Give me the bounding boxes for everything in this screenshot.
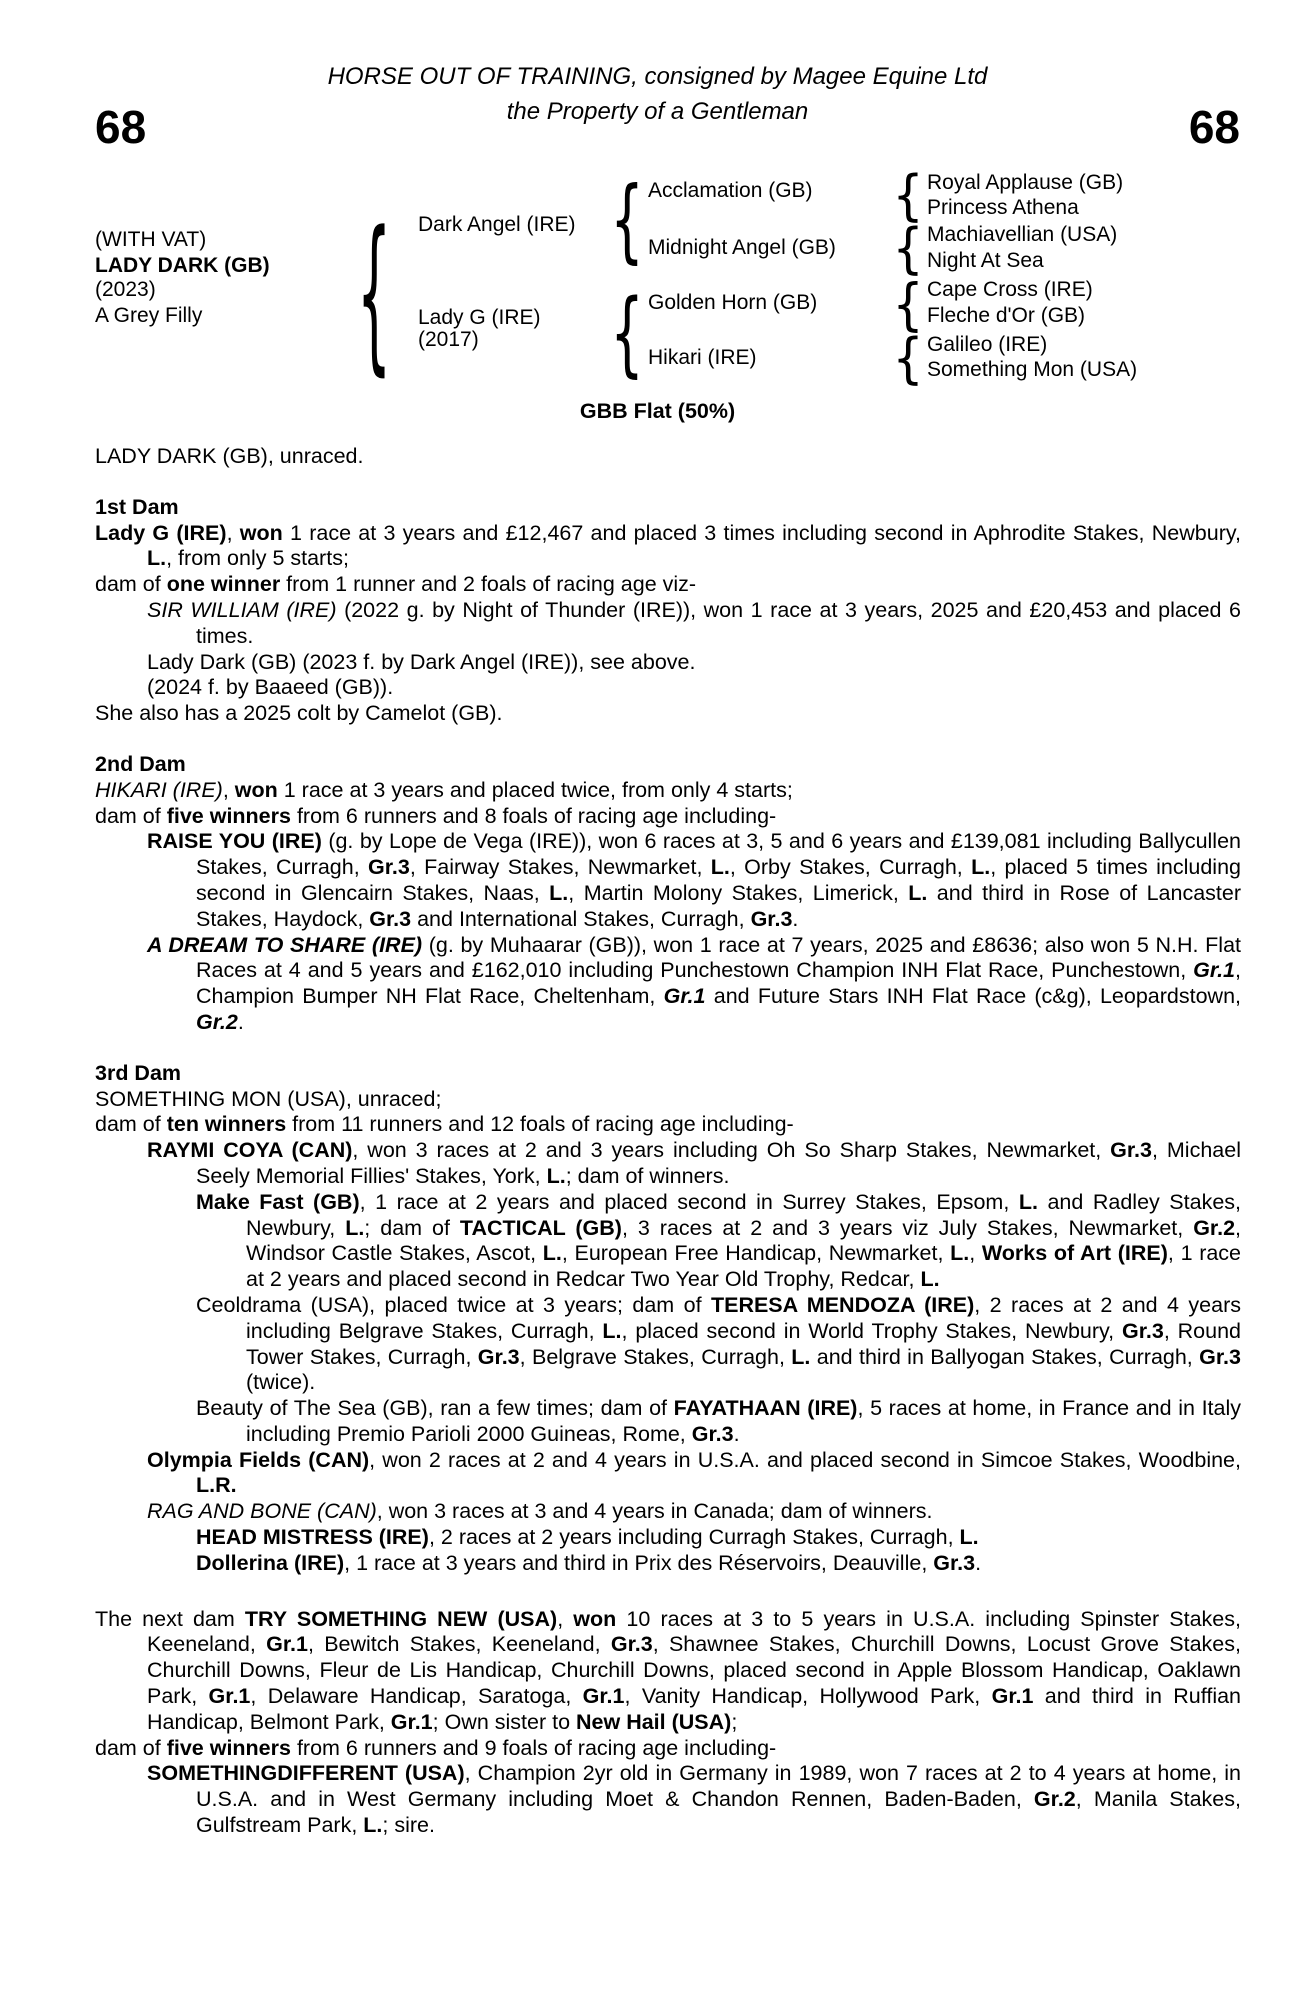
grandsire-2: Golden Horn (GB) bbox=[648, 291, 818, 314]
horse-description: A Grey Filly bbox=[95, 304, 203, 327]
catalogue-paragraph: dam of five winners from 6 runners and 9 foals of racing age including- bbox=[95, 1735, 777, 1760]
catalogue-paragraph: Dollerina (IRE), 1 race at 3 years and third in Prix des Réservoirs, Deauville, Gr.3. bbox=[196, 1550, 982, 1575]
text-run: Gr.3 bbox=[1110, 1138, 1152, 1163]
great-grandparent-7: Galileo (IRE) bbox=[927, 333, 1048, 356]
great-grandparent-5: Cape Cross (IRE) bbox=[927, 278, 1093, 301]
text-run: L. bbox=[602, 1318, 622, 1343]
text-run: L. bbox=[920, 1267, 940, 1292]
text-run: L. bbox=[791, 1344, 811, 1369]
catalogue-paragraph: Olympia Fields (CAN), won 2 races at 2 and 4 years in U.S.A. and placed second in Simcoe Stakes, Woodbine, L.R. bbox=[147, 1447, 1241, 1498]
pedigree-brace-gg3: { bbox=[892, 271, 924, 338]
text-run: SOMETHINGDIFFERENT (USA) bbox=[147, 1761, 465, 1786]
catalogue-paragraph: HIKARI (IRE), won 1 race at 3 years and placed twice, from only 4 starts; bbox=[95, 777, 793, 802]
text-run: Dollerina (IRE) bbox=[196, 1550, 345, 1575]
catalogue-paragraph: SOMETHING MON (USA), unraced; bbox=[95, 1086, 442, 1111]
great-grandparent-6: Fleche d'Or (GB) bbox=[927, 304, 1086, 327]
pedigree-brace-gg2: { bbox=[892, 217, 924, 281]
text-run: Gr.2 bbox=[1033, 1787, 1076, 1812]
text-run: L. bbox=[950, 1241, 970, 1266]
pedigree-brace-gg1: { bbox=[892, 164, 924, 228]
lot-number-right: 68 bbox=[1188, 101, 1240, 153]
catalogue-paragraph: A DREAM TO SHARE (IRE) (g. by Muhaarar (GB)), won 1 race at 7 years, 2025 and £8636; also won 5 N.H. Flat Races at 4 and 5 years and £162,010 including Punchestown Champion INH Flat Race, Punchestown, Gr.1, Champion Bumper NH Flat Race, Cheltenham, Gr.1 and Future Stars INH Flat Race (c&g), Leopardstown, Gr.2. bbox=[147, 932, 1241, 1034]
text-run: Gr.3 bbox=[750, 906, 793, 931]
pedigree-brace-gen1: { bbox=[356, 197, 392, 393]
granddam-2: Hikari (IRE) bbox=[648, 346, 757, 369]
text-run: Gr.1 bbox=[582, 1684, 625, 1709]
catalogue-paragraph: Make Fast (GB), 1 race at 2 years and placed second in Surrey Stakes, Epsom, L. and Radley Stakes, Newbury, L.; dam of TACTICAL (GB), 3 races at 2 and 3 years viz July Stakes, Newmarket, Gr.2, Windsor Castle Stakes, Ascot, L., European Free Handicap, Newmarket, L., Works of Art (IRE), 1 race at 2 years and placed second in Redcar Two Year Old Trophy, Redcar, L. bbox=[196, 1189, 1242, 1292]
catalogue-section bbox=[95, 752, 1241, 1036]
catalogue-paragraph: dam of one winner from 1 runner and 2 foals of racing age viz- bbox=[95, 572, 697, 597]
property-subtitle: the Property of a Gentleman bbox=[506, 98, 809, 125]
catalogue-paragraph: dam of ten winners from 11 runners and 12 foals of racing age including- bbox=[95, 1112, 794, 1137]
catalogue-paragraph: The next dam TRY SOMETHING NEW (USA), won 10 races at 3 to 5 years in U.S.A. including Spinster Stakes, Keeneland, Gr.1, Bewitch Stakes, Keeneland, Gr.3, Shawnee Stakes, Churchill Downs, Locust Grove Stakes, Churchill Downs, Fleur de Lis Handicap, Churchill Downs, placed second in Apple Blossom Handicap, Oaklawn Park, Gr.1, Delaware Handicap, Saratoga, Gr.1, Vanity Handicap, Hollywood Park, Gr.1 and third in Ruffian Handicap, Belmont Park, Gr.1; Own sister to New Hail (USA); bbox=[95, 1606, 1242, 1734]
catalogue-paragraph: RAISE YOU (IRE) (g. by Lope de Vega (IRE)), won 6 races at 3, 5 and 6 years and £139,081 including Ballycullen Stakes, Curragh, Gr.3, Fairway Stakes, Newmarket, L., Orby Stakes, Curragh, L., placed 5 times including second in Glencairn Stakes, Naas, L., Martin Molony Stakes, Limerick, L. and third in Rose of Lancaster Stakes, Haydock, Gr.3 and International Stakes, Curragh, Gr.3. bbox=[147, 829, 1241, 931]
text-run: L. bbox=[363, 1813, 383, 1838]
catalogue-paragraph: Ceoldrama (USA), placed twice at 3 years; dam of TERESA MENDOZA (IRE), 2 races at 2 and 4 years including Belgrave Stakes, Curragh, L., placed second in World Trophy Stakes, Newbury, Gr.3, Round Tower Stakes, Curragh, Gr.3, Belgrave Stakes, Curragh, L. and third in Ballyogan Stakes, Curragh, Gr.3 (twice). bbox=[196, 1292, 1242, 1395]
text-run: Lady G (IRE) bbox=[95, 520, 227, 545]
catalogue-paragraph: Lady Dark (GB) (2023 f. by Dark Angel (IRE)), see above. bbox=[147, 649, 696, 674]
text-run: won bbox=[573, 1606, 617, 1631]
lot-number-left: 68 bbox=[95, 101, 147, 153]
text-run: Gr.3 bbox=[368, 855, 410, 880]
catalogue-section bbox=[95, 444, 1241, 470]
great-grandparent-3: Machiavellian (USA) bbox=[927, 223, 1118, 246]
pedigree-tree bbox=[95, 164, 1245, 400]
catalogue-paragraph: dam of five winners from 6 runners and 8 foals of racing age including- bbox=[95, 803, 777, 828]
great-grandparent-2: Princess Athena bbox=[927, 196, 1079, 219]
text-run: Gr.2 bbox=[196, 1009, 238, 1034]
text-run: Gr.3 bbox=[1122, 1318, 1164, 1343]
text-run: Works of Art (IRE) bbox=[981, 1241, 1168, 1266]
text-run: L. bbox=[1018, 1189, 1038, 1214]
catalogue-paragraph: HEAD MISTRESS (IRE), 2 races at 2 years including Curragh Stakes, Curragh, L. bbox=[196, 1525, 979, 1550]
text-run: Gr.1 bbox=[991, 1684, 1034, 1709]
text-run: Gr.2 bbox=[1193, 1215, 1236, 1240]
text-run: SIR WILLIAM (IRE) bbox=[147, 597, 337, 622]
text-run: Make Fast (GB) bbox=[196, 1189, 360, 1214]
gbb-scheme-note: GBB Flat (50%) bbox=[579, 399, 736, 423]
catalogue-paragraph: RAG AND BONE (CAN), won 3 races at 3 and 4 years in Canada; dam of winners. bbox=[147, 1499, 933, 1524]
text-run: Gr.1 bbox=[208, 1684, 251, 1709]
text-run: five winners bbox=[166, 1735, 291, 1760]
text-run: Gr.3 bbox=[933, 1550, 976, 1575]
pedigree-brace-sire: { bbox=[610, 168, 644, 274]
sire-name: Dark Angel (IRE) bbox=[418, 213, 576, 236]
text-run: ten winners bbox=[166, 1112, 287, 1137]
dam-heading: 1st Dam bbox=[95, 494, 179, 519]
text-run: Gr.3 bbox=[369, 906, 412, 931]
text-run: Gr.1 bbox=[266, 1632, 308, 1657]
text-run: RAYMI COYA (CAN) bbox=[147, 1138, 353, 1163]
text-run: Olympia Fields (CAN) bbox=[147, 1447, 370, 1472]
text-run: L. bbox=[549, 880, 569, 905]
text-run: L. bbox=[147, 546, 167, 571]
catalogue-paragraph: Lady G (IRE), won 1 race at 3 years and £12,467 and placed 3 times including second in Aphrodite Stakes, Newbury, L., from only 5 starts; bbox=[95, 520, 1241, 571]
text-run: New Hail (USA) bbox=[576, 1709, 732, 1734]
text-run: L. bbox=[542, 1241, 562, 1266]
catalogue-paragraph: RAYMI COYA (CAN), won 3 races at 2 and 3 years including Oh So Sharp Stakes, Newmarket, Gr.3, Michael Seely Memorial Fillies' Stakes, York, L.; dam of winners. bbox=[147, 1138, 1241, 1188]
text-run: L. bbox=[908, 880, 928, 905]
great-grandparent-4: Night At Sea bbox=[927, 249, 1044, 272]
dam-heading: 2nd Dam bbox=[95, 751, 186, 776]
catalogue-paragraph: She also has a 2025 colt by Camelot (GB). bbox=[95, 701, 503, 726]
catalogue-paragraph: SOMETHINGDIFFERENT (USA), Champion 2yr old in Germany in 1989, won 7 races at 2 to 4 years at home, in U.S.A. and in West Germany including Moet & Chandon Rennen, Baden-Baden, Gr.2, Manila Stakes, Gulfstream Park, L.; sire. bbox=[147, 1761, 1241, 1838]
great-grandparent-8: Something Mon (USA) bbox=[927, 358, 1138, 381]
text-run: L. bbox=[959, 1525, 979, 1550]
text-run: L. bbox=[971, 855, 991, 880]
catalogue-paragraph: LADY DARK (GB), unraced. bbox=[95, 444, 364, 468]
text-run: RAISE YOU (IRE) bbox=[147, 829, 322, 854]
catalogue-paragraph: (2024 f. by Baaeed (GB)). bbox=[147, 675, 394, 700]
text-run: L.R. bbox=[196, 1473, 237, 1498]
pedigree-brace-gg4: { bbox=[892, 327, 924, 391]
text-run: Gr.1 bbox=[390, 1709, 433, 1734]
consignor-title: HORSE OUT OF TRAINING, consigned by Magee Equine Ltd bbox=[327, 63, 988, 90]
pedigree-brace-dam: { bbox=[610, 280, 644, 388]
text-run: Gr.3 bbox=[610, 1632, 653, 1657]
foaling-year: (2023) bbox=[95, 278, 156, 301]
text-run: Gr.3 bbox=[1199, 1344, 1241, 1369]
text-run: HIKARI (IRE) bbox=[95, 777, 223, 802]
great-grandparent-1: Royal Applause (GB) bbox=[927, 171, 1124, 194]
text-run: TRY SOMETHING NEW (USA) bbox=[244, 1606, 558, 1631]
text-run: won bbox=[239, 520, 283, 545]
text-run: one winner bbox=[166, 572, 281, 597]
text-run: A DREAM TO SHARE (IRE) bbox=[147, 932, 423, 957]
text-run: Gr.3 bbox=[691, 1421, 734, 1446]
catalogue-section bbox=[95, 1607, 1241, 1839]
dam-name: Lady G (IRE) bbox=[418, 306, 541, 329]
text-run: L. bbox=[345, 1215, 365, 1240]
text-run: TACTICAL (GB) bbox=[459, 1215, 622, 1240]
catalogue-section bbox=[95, 1061, 1241, 1577]
text-run: L. bbox=[546, 1163, 566, 1188]
text-run: five winners bbox=[166, 803, 291, 828]
text-run: FAYATHAAN (IRE) bbox=[673, 1396, 858, 1421]
text-run: Gr.3 bbox=[477, 1344, 520, 1369]
granddam-1: Midnight Angel (GB) bbox=[648, 236, 836, 259]
text-run: RAG AND BONE (CAN) bbox=[147, 1499, 377, 1524]
text-run: won bbox=[234, 777, 278, 802]
catalogue-text bbox=[95, 444, 1241, 1839]
text-run: Gr.1 bbox=[663, 984, 706, 1009]
vat-note: (WITH VAT) bbox=[95, 228, 207, 251]
dam-year: (2017) bbox=[418, 328, 479, 351]
catalogue-section bbox=[95, 495, 1241, 727]
text-run: L. bbox=[710, 855, 730, 880]
text-run: HEAD MISTRESS (IRE) bbox=[196, 1525, 429, 1550]
catalogue-paragraph: SIR WILLIAM (IRE) (2022 g. by Night of Thunder (IRE)), won 1 race at 3 years, 2025 and £20,453 and placed 6 times. bbox=[147, 597, 1241, 648]
dam-heading: 3rd Dam bbox=[95, 1060, 182, 1085]
horse-name: LADY DARK (GB) bbox=[95, 254, 270, 277]
text-run: Gr.1 bbox=[1193, 958, 1236, 983]
catalogue-paragraph: Beauty of The Sea (GB), ran a few times; dam of FAYATHAAN (IRE), 5 races at home, in France and in Italy including Premio Parioli 2000 Guineas, Rome, Gr.3. bbox=[196, 1396, 1241, 1446]
grandsire-1: Acclamation (GB) bbox=[648, 179, 813, 202]
text-run: TERESA MENDOZA (IRE) bbox=[710, 1292, 975, 1317]
